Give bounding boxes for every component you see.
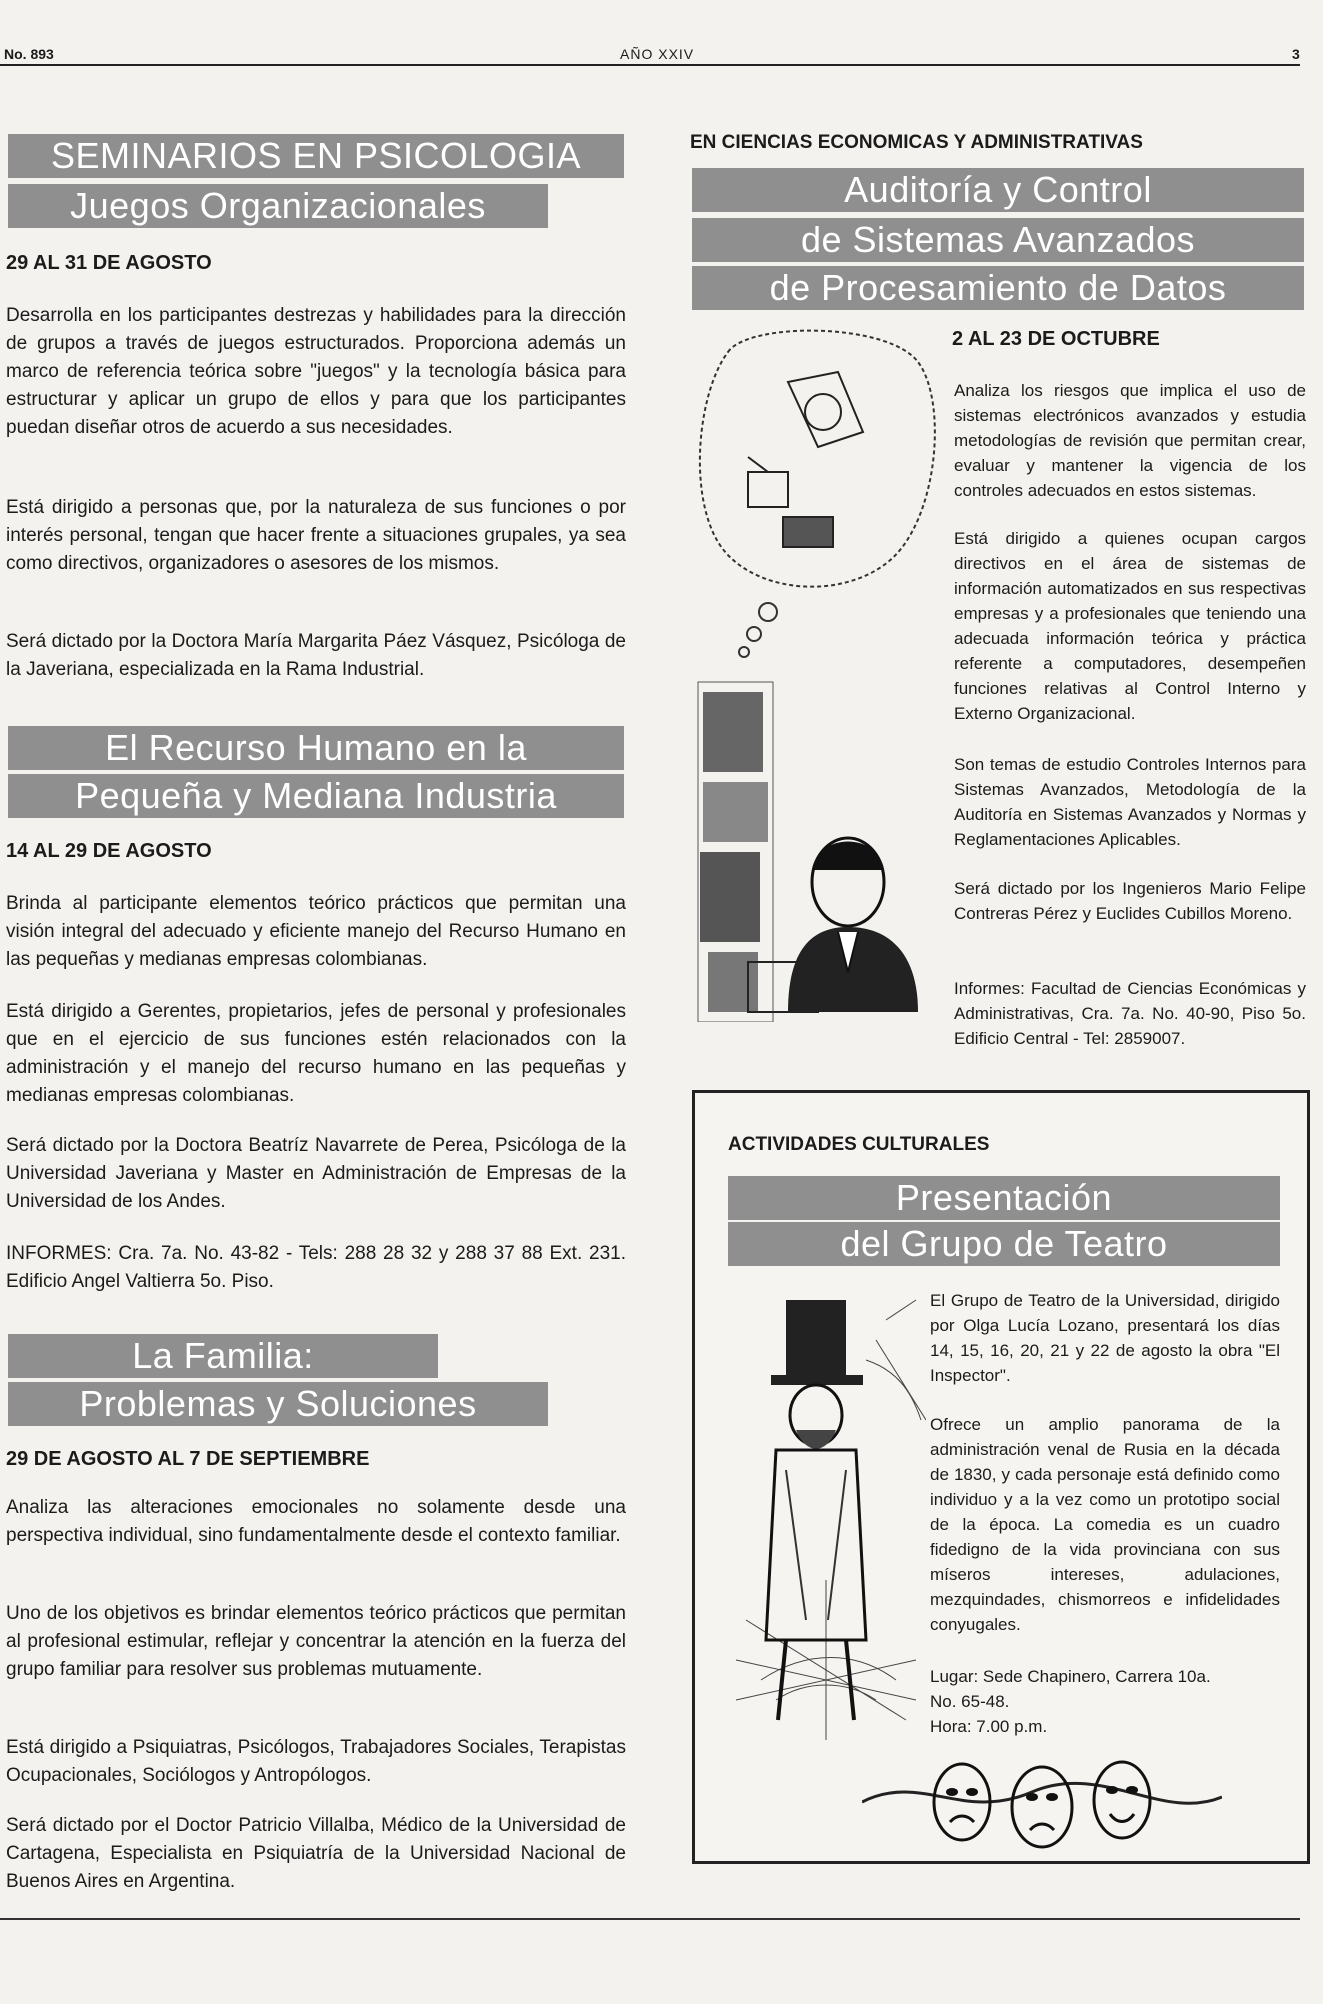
footer-rule: [0, 1918, 1300, 1920]
section-subtitle-pequena: Pequeña y Mediana Industria: [8, 774, 624, 818]
kicker-ciencias: EN CIENCIAS ECONOMICAS Y ADMINISTRATIVAS: [690, 132, 1143, 153]
paragraph: Está dirigido a quienes ocupan cargos directivos en el área de sistemas de información automatizados en sus respectivas empresas y a profesionales que teniendo una adecuada información teórica y práctica referente a computadores, desempeñen funciones relativas al Control Interno y Externo Organizacional.: [954, 529, 1306, 723]
section-title-recurso: El Recurso Humano en la: [8, 726, 624, 770]
section-title-familia: La Familia:: [8, 1334, 438, 1378]
section-subtitle-juegos: Juegos Organizacionales: [8, 184, 548, 228]
paragraph: Son temas de estudio Controles Internos para Sistemas Avanzados, Metodología de la Auditoría en Sistemas Avanzados y Normas y Reglamentaciones Aplicables.: [954, 755, 1306, 849]
venue-address: No. 65-48.: [930, 1692, 1010, 1711]
date-juegos: 29 AL 31 DE AGOSTO: [6, 252, 212, 274]
section-subtitle-sistemas: de Sistemas Avanzados: [692, 218, 1304, 262]
paragraph: Está dirigido a personas que, por la naturaleza de sus funciones o por interés personal, tengan que hacer frente a situaciones grupales, ya sea como directivos, organizadores o asesores de los mismos.: [6, 497, 626, 574]
date-auditoria: 2 AL 23 DE OCTUBRE: [952, 328, 1160, 350]
paragraph: Brinda al participante elementos teórico prácticos que permitan una visión integral del adecuado y eficiente manejo del Recurso Humano en las pequeñas y medianas empresas colombianas.: [6, 893, 626, 970]
paragraph: Está dirigido a Psiquiatras, Psicólogos, Trabajadores Sociales, Terapistas Ocupacionales, Sociólogos y Antropólogos.: [6, 1737, 626, 1786]
paragraph: Analiza las alteraciones emocionales no solamente desde una perspectiva individual, sino fundamentalmente desde el contexto familiar.: [6, 1497, 626, 1546]
inspector-illustration: [716, 1280, 926, 1740]
section-subtitle-procesamiento: de Procesamiento de Datos: [692, 266, 1304, 310]
section-title-auditoria: Auditoría y Control: [692, 168, 1304, 212]
section-title-presentacion: Presentación: [728, 1176, 1280, 1220]
theatre-masks-illustration: [862, 1752, 1222, 1852]
date-familia: 29 DE AGOSTO AL 7 DE SEPTIEMBRE: [6, 1448, 370, 1470]
paragraph: Analiza los riesgos que implica el uso de sistemas electrónicos avanzados y estudia metodologías de revisión que permitan crear, evaluar y mantener la vigencia de los controles adecuados en estos sistemas.: [954, 381, 1306, 500]
show-time: Hora: 7.00 p.m.: [930, 1717, 1048, 1736]
section-subtitle-teatro: del Grupo de Teatro: [728, 1222, 1280, 1266]
paragraph: Uno de los objetivos es brindar elementos teórico prácticos que permitan al profesional estimular, reflejar y concentrar la atención en la fuerza del grupo familiar para resolver sus problemas mutuamente.: [6, 1603, 626, 1680]
paragraph: Será dictado por la Doctora Beatríz Navarrete de Perea, Psicóloga de la Universidad Javeriana y Master en Administración de Empresas de la Universidad de los Andes.: [6, 1135, 626, 1212]
paragraph: El Grupo de Teatro de la Universidad, dirigido por Olga Lucía Lozano, presentará los días 14, 15, 16, 20, 21 y 22 de agosto la obra "El Inspector".: [930, 1291, 1280, 1385]
issue-number: No. 893: [4, 46, 54, 62]
date-recurso: 14 AL 29 DE AGOSTO: [6, 840, 212, 862]
header-rule: [0, 64, 1300, 66]
section-title-seminarios: SEMINARIOS EN PSICOLOGIA: [8, 134, 624, 178]
kicker-actividades: ACTIVIDADES CULTURALES: [728, 1134, 990, 1155]
paragraph: Informes: Facultad de Ciencias Económicas y Administrativas, Cra. 7a. No. 40-90, Piso 5o. Edificio Central - Tel: 2859007.: [954, 979, 1306, 1048]
section-subtitle-problemas: Problemas y Soluciones: [8, 1382, 548, 1426]
year-label: AÑO XXIV: [620, 46, 695, 62]
businessman-illustration: [688, 322, 948, 1022]
paragraph: Ofrece un amplio panorama de la administración venal de Rusia en la década de 1830, y cada personaje está definido como individuo y a la vez como un prototipo social de la época. La comedia es un cuadro fidedigno de la vida provinciana con sus míseros intereses, adulaciones, mezquindades, chismorreos e infidelidades conyugales.: [930, 1415, 1280, 1634]
paragraph: Será dictado por los Ingenieros Mario Felipe Contreras Pérez y Euclides Cubillos Moreno.: [954, 879, 1306, 923]
paragraph: Está dirigido a Gerentes, propietarios, jefes de personal y profesionales que en el ejercicio de sus funciones estén relacionados con la administración y el manejo del recurso humano en las pequeñas y medianas empresas colombianas.: [6, 1001, 626, 1106]
paragraph: Desarrolla en los participantes destrezas y habilidades para la dirección de grupos a través de juegos estructurados. Proporciona además un marco de referencia teórica sobre "juegos" y la tecnología básica para estructurar y aplicar un grupo de ellos y para que los participantes puedan diseñar otros de acuerdo a sus necesidades.: [6, 305, 626, 438]
paragraph: INFORMES: Cra. 7a. No. 43-82 - Tels: 288 28 32 y 288 37 88 Ext. 231. Edificio Angel Valtierra 5o. Piso.: [6, 1243, 626, 1292]
page-number: 3: [1292, 46, 1300, 62]
venue-line: Lugar: Sede Chapinero, Carrera 10a.: [930, 1667, 1211, 1686]
paragraph: Será dictado por el Doctor Patricio Villalba, Médico de la Universidad de Cartagena, Especialista en Psiquiatría de la Universidad Nacional de Buenos Aires en Argentina.: [6, 1815, 626, 1892]
paragraph: Será dictado por la Doctora María Margarita Páez Vásquez, Psicóloga de la Javeriana, especializada en la Rama Industrial.: [6, 631, 626, 680]
